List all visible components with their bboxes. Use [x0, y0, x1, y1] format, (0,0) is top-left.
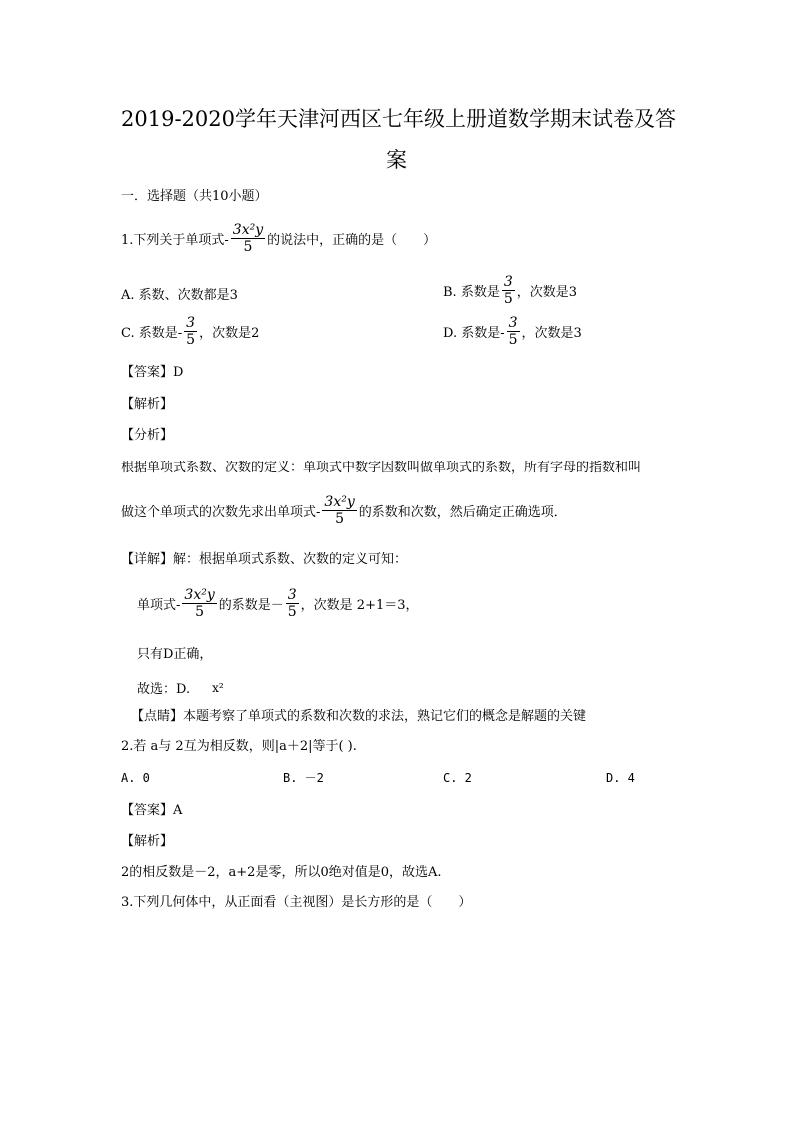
- q1-dianjing: 【点睛】本题考察了单项式的系数和次数的求法，熟记它们的概念是解题的关键: [131, 709, 587, 724]
- q1-expr-den: 5: [243, 239, 253, 255]
- q1-fenxi-line2: [121, 494, 567, 527]
- q1-option-c-den: 5: [186, 332, 196, 348]
- q2-answer: 【答案】A: [121, 803, 183, 818]
- q1-stem-suffix: 的说法中，正确的是（ ）: [267, 233, 437, 248]
- q1-option-b-den: 5: [503, 291, 513, 307]
- q1-fenxi-line2-prefix: 做这个单项式的次数先求出单项式-: [121, 505, 321, 520]
- q1-fenxi-head: 【分析】: [121, 428, 174, 443]
- q1-option-b-frac: [502, 274, 515, 307]
- q2-analysis-head: 【解析】: [121, 834, 174, 849]
- q1-choose-extra: x²: [212, 680, 224, 695]
- q2-option-a: A. 0: [121, 771, 150, 785]
- q1-answer: 【答案】D: [121, 365, 184, 380]
- q1-option-d-prefix: D. 系数是-: [443, 326, 505, 341]
- q1-detail-num: 3: [287, 587, 297, 603]
- q1-stem-prefix: 1.下列关于单项式-: [121, 233, 229, 248]
- q1-detail-expr-num: 3x²y: [184, 587, 215, 603]
- q2-stem: 2.若 a与 2互为相反数，则|a＋2|等于( ).: [121, 739, 357, 754]
- q1-stem: [121, 222, 436, 255]
- q2-option-c: C. 2: [443, 771, 472, 785]
- q2-option-d: D. 4: [606, 771, 635, 785]
- q1-option-c-num: 3: [186, 315, 196, 331]
- q1-detail-mid: 的系数是－: [218, 598, 284, 613]
- q1-fenxi-expression: [322, 494, 356, 527]
- q1-detail-head: 【详解】解：根据单项式系数、次数的定义可知：: [121, 552, 408, 567]
- q1-option-b-suffix: ，次数是3: [516, 285, 578, 300]
- q1-detail-expression: [182, 587, 216, 620]
- q1-analysis-head: 【解析】: [121, 397, 174, 412]
- q1-option-d-suffix: ，次数是3: [521, 326, 582, 341]
- doc-title-line1: 2019-2020学年天津河西区七年级上册道数学期末试卷及答: [121, 107, 676, 131]
- q1-option-a: A. 系数、次数都是3: [121, 288, 238, 303]
- q1-option-c: [121, 315, 259, 348]
- q1-fenxi-expr-den: 5: [335, 511, 345, 527]
- q2-option-b: B. －2: [283, 771, 324, 785]
- q1-option-c-prefix: C. 系数是-: [121, 326, 183, 341]
- q1-only-d: 只有D正确，: [137, 647, 213, 662]
- q1-detail-prefix: 单项式-: [137, 598, 181, 613]
- q1-option-b-num: 3: [503, 274, 513, 290]
- q1-detail-den: 5: [287, 604, 297, 620]
- q1-choose-text: 故选：D.: [137, 682, 191, 697]
- q1-fenxi-expr-num: 3x²y: [324, 494, 355, 510]
- q1-detail-suffix: ，次数是 2+1＝3，: [300, 598, 419, 613]
- q1-option-d-den: 5: [508, 332, 518, 348]
- q1-fenxi-line1: 根据单项式系数、次数的定义：单项式中数字因数叫做单项式的系数，所有字母的指数和叫: [121, 461, 642, 474]
- q1-fenxi-line2-suffix: 的系数和次数，然后确定正确选项．: [358, 505, 567, 520]
- q1-detail-frac: [286, 587, 299, 620]
- q1-expr-num: 3x²y: [232, 222, 264, 238]
- q1-expression: [231, 222, 265, 255]
- q1-choose: [137, 678, 224, 697]
- doc-title-line2: 案: [386, 148, 407, 172]
- q1-detail-line: [137, 587, 419, 620]
- q1-option-c-suffix: ，次数是2: [199, 326, 260, 341]
- q1-option-d: [443, 315, 582, 348]
- q1-option-d-num: 3: [508, 315, 518, 331]
- q1-option-d-frac: [507, 315, 520, 348]
- q1-option-b: [443, 274, 577, 307]
- q3-stem: 3.下列几何体中，从正面看（主视图）是长方形的是（ ）: [121, 895, 472, 910]
- q1-option-b-prefix: B. 系数是: [443, 285, 500, 300]
- section-heading: 一．选择题（共10小题）: [121, 189, 268, 204]
- q2-analysis-text: 2的相反数是－2，a+2是零，所以0绝对值是0，故选A.: [121, 865, 442, 880]
- q1-option-c-frac: [184, 315, 197, 348]
- q1-detail-expr-den: 5: [195, 604, 205, 620]
